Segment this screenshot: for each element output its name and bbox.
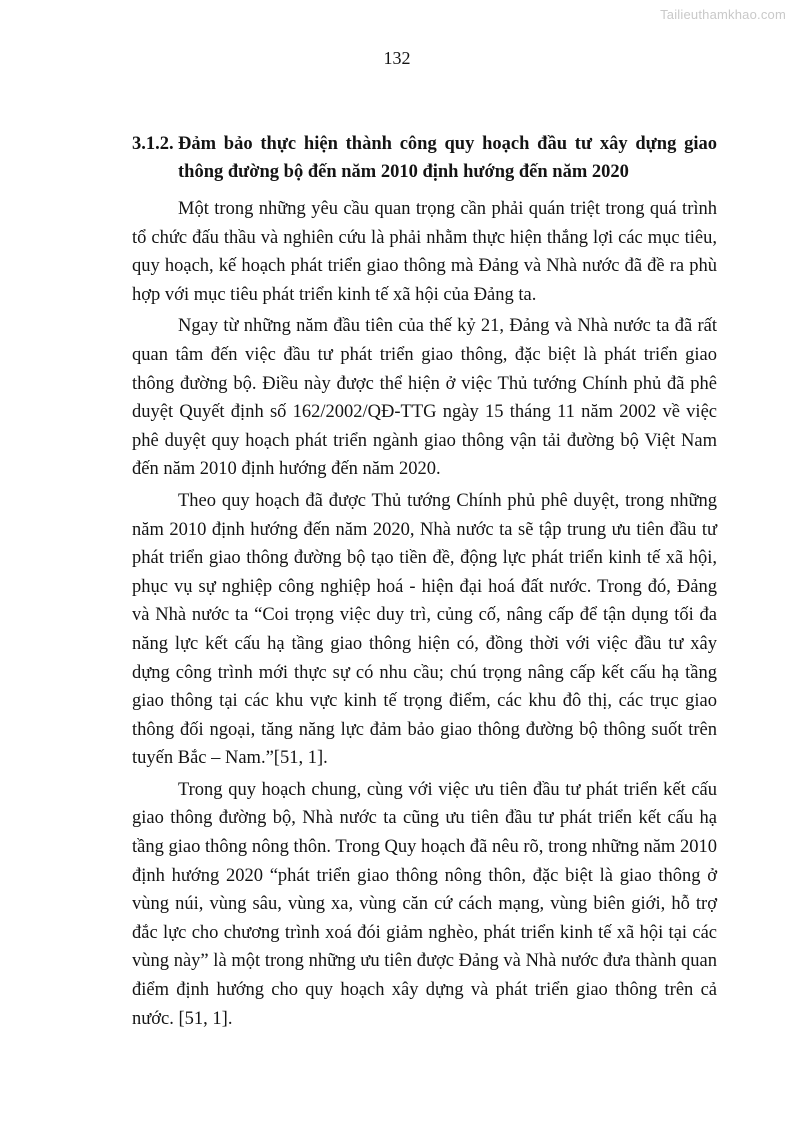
paragraph-2: Ngay từ những năm đầu tiên của thế kỷ 21, Đảng và Nhà nước ta đã rất quan tâm đến việc đầu tư phát triển giao thông, đặc biệt là phát triển giao thông đường bộ. Điều này được thể hiện ở việc Thủ tướng Chính phủ đã phê duyệt Quyết định số 162/2002/QĐ-TTG ngày 15 tháng 11 năm 2002 về việc phê duyệt quy hoạch phát triển ngành giao thông vận tải đường bộ Việt Nam đến năm 2010 định hướng đến năm 2020. bbox=[132, 316, 717, 480]
paragraph-1: Một trong những yêu cầu quan trọng cần phải quán triệt trong quá trình tổ chức đấu thầu và nghiên cứu là phải nhằm thực hiện thắng lợi các mục tiêu, quy hoạch, kế hoạch phát triển giao thông mà Đảng và Nhà nước đã đề ra phù hợp với mục tiêu phát triển kinh tế xã hội của Đảng ta. bbox=[132, 199, 717, 305]
document-body bbox=[132, 130, 717, 1036]
watermark-text: Tailieuthamkhao.com bbox=[660, 7, 786, 22]
section-heading bbox=[132, 130, 717, 186]
paragraph-4: Trong quy hoạch chung, cùng với việc ưu tiên đầu tư phát triển kết cấu giao thông đường bộ, Nhà nước ta cũng ưu tiên đầu tư phát triển kết cấu hạ tầng giao thông nông thôn. Trong Quy hoạch đã nêu rõ, trong những năm 2010 định hướng 2020 “phát triển giao thông nông thôn, đặc biệt là giao thông ở vùng núi, vùng sâu, vùng xa, vùng căn cứ cách mạng, vùng biên giới, hỗ trợ đắc lực cho chương trình xoá đói giảm nghèo, phát triển kinh tế xã hội tại các vùng này” là một trong những ưu tiên được Đảng và Nhà nước đưa thành quan điểm định hướng cho quy hoạch xây dựng và phát triển giao thông trên cả nước. [51, 1]. bbox=[132, 779, 717, 1029]
section-title: Đảm bảo thực hiện thành công quy hoạch đầu tư xây dựng giao thông đường bộ đến năm 2010 định hướng đến năm 2020 bbox=[178, 134, 717, 182]
paragraph-3: Theo quy hoạch đã được Thủ tướng Chính phủ phê duyệt, trong những năm 2010 định hướng đến năm 2020, Nhà nước ta sẽ tập trung ưu tiên đầu tư phát triển giao thông đường bộ tạo tiền đề, động lực phát triển kinh tế xã hội, phục vụ sự nghiệp công nghiệp hoá - hiện đại hoá đất nước. Trong đó, Đảng và Nhà nước ta “Coi trọng việc duy trì, củng cố, nâng cấp để tận dụng tối đa năng lực kết cấu hạ tầng giao thông hiện có, đồng thời với việc đầu tư xây dựng công trình mới thực sự có nhu cầu; chú trọng nâng cấp kết cấu hạ tầng giao thông tại các khu vực kinh tế trọng điểm, các khu đô thị, các trục giao thông đối ngoại, tăng năng lực đảm bảo giao thông đường bộ thông suốt trên tuyến Bắc – Nam.”[51, 1]. bbox=[132, 490, 717, 769]
section-number: 3.1.2. bbox=[132, 134, 174, 154]
page-number: 132 bbox=[383, 48, 411, 68]
